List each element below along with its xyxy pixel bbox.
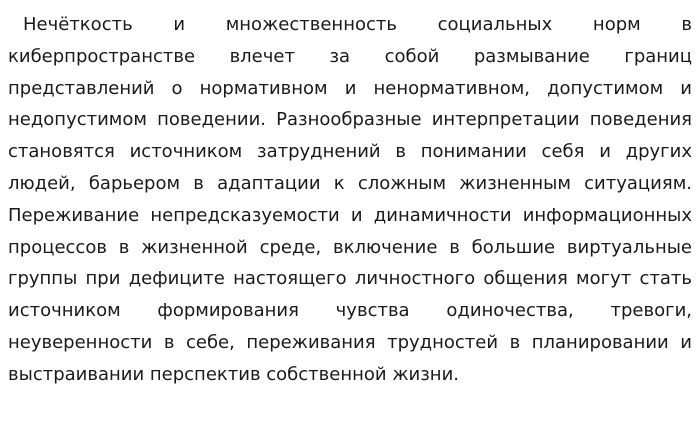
body-paragraph: Нечёткость и множественность социальных норм в киберпространстве влечет за собой размывание границ представлений о нормативном и ненормативном, допустимом и недопустимом поведении. Разнообразные интерпретации поведения становятся источником затруднений в понимании себя и других людей, барьером в адаптации к сложным жизненным ситуациям. Переживание непредсказуемости и динамичности информационных процессов в жизненной среде, включение в большие виртуальные группы при дефиците настоящего личностного общения могут стать источником формирования чувства одиночества, тревоги, неуверенности в себе, переживания трудностей в планировании и выстраивании перспектив собственной жизни. xyxy=(8,14,692,385)
